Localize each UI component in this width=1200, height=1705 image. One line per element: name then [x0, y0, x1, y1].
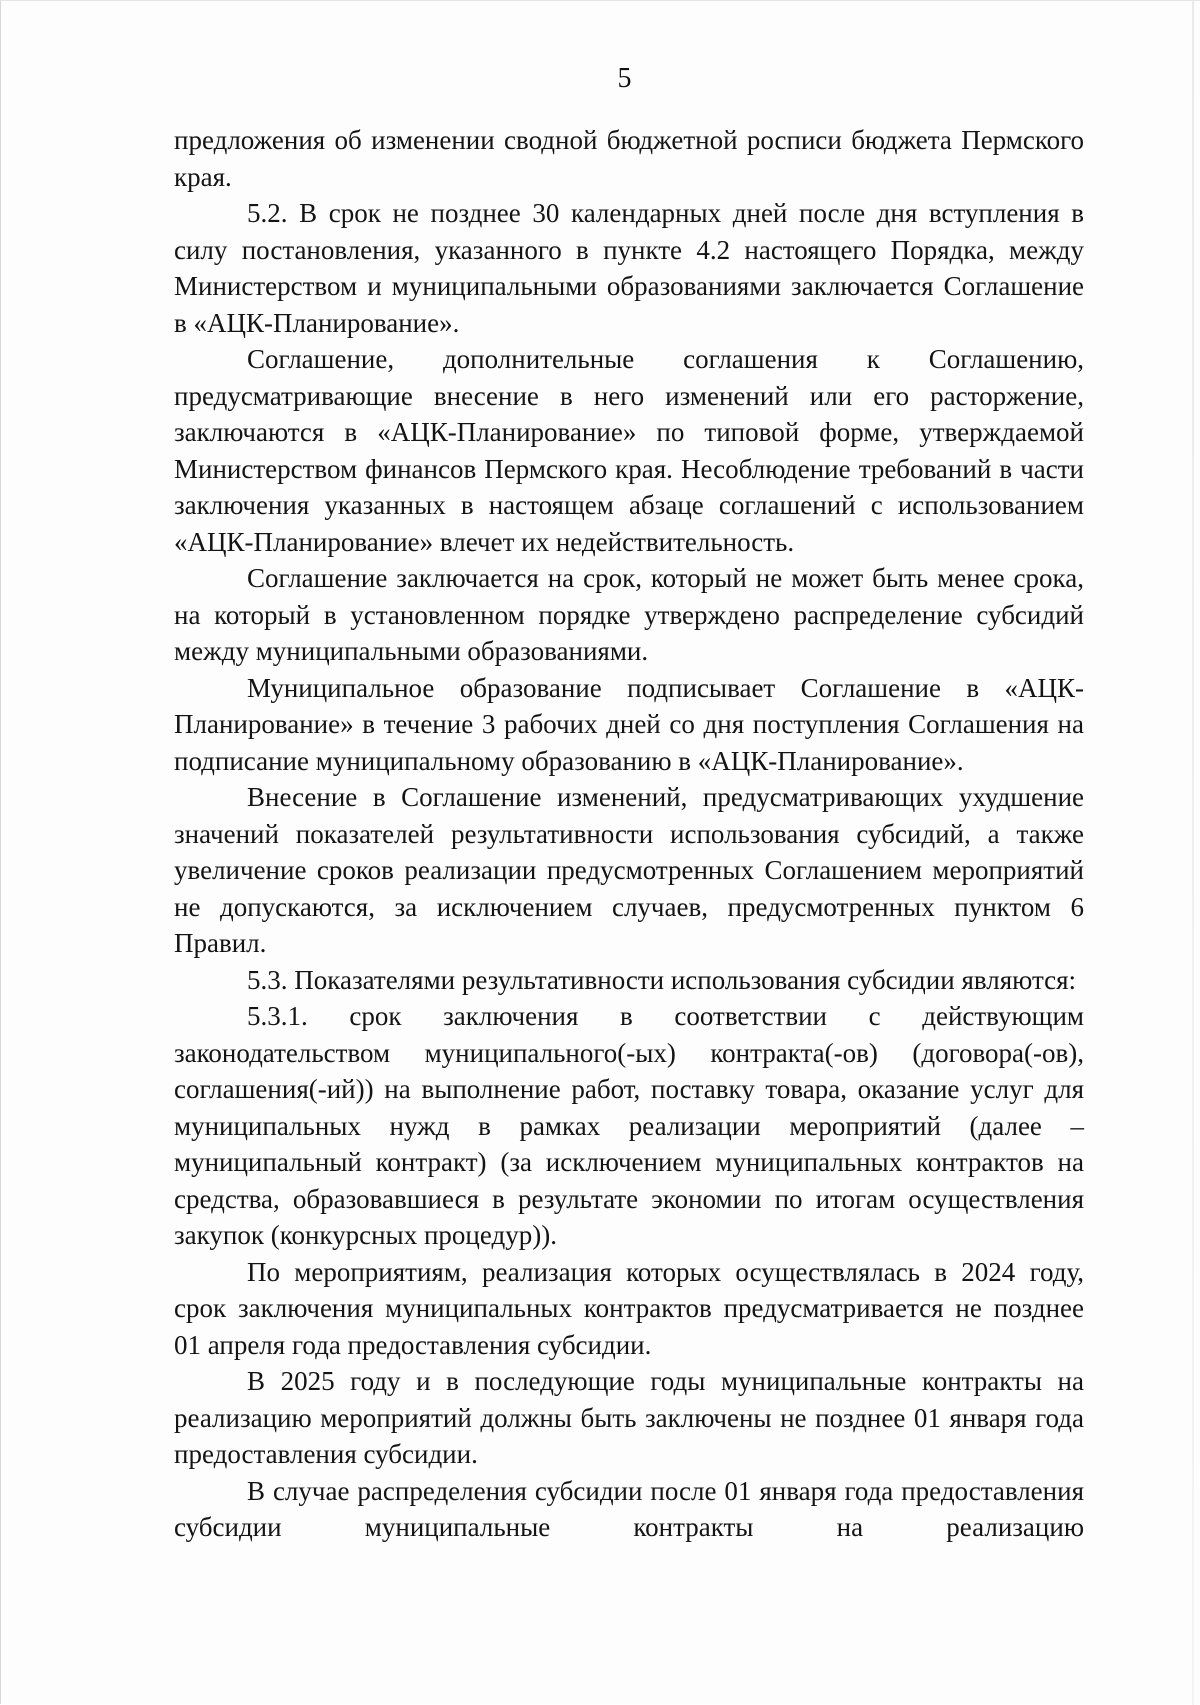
paragraph-agreement-term: Соглашение заключается на срок, который не может быть менее срока, на который в установленном порядке утверждено распределение субсидий между муниципальными образованиями. [174, 563, 1084, 666]
paragraph-amendments: Внесение в Соглашение изменений, предусматривающих ухудшение значений показателей результативности использования субсидий, а также увеличение сроков реализации предусмотренных Соглашением мероприятий не допускаются, за исключением случаев, предусмотренных пунктом 6 Правил. [174, 782, 1084, 958]
paragraph-2024-contracts: По мероприятиям, реализация которых осуществлялась в 2024 году, срок заключения муниципальных контрактов предусматривается не позднее 01 апреля года предоставления субсидии. [174, 1256, 1084, 1360]
paragraph-agreements-form: Соглашение, дополнительные соглашения к Соглашению, предусматривающие внесение в него изменений или его расторжение, заключаются в «АЦК-Планирование» по типовой форме, утверждаемой Министерством финансов Пермского края. Несоблюдение требований в части заключения указанных в настоящем абзаце соглашений с использованием «АЦК-Планирование» влечет их недействительность. [174, 344, 1084, 557]
paragraph-signing: Муниципальное образование подписывает Соглашение в «АЦК-Планирование» в течение 3 рабочих дней со дня поступления Соглашения на подписание муниципальному образованию в «АЦК-Планирование». [174, 672, 1084, 776]
paragraph-5-3: 5.3. Показателями результативности использования субсидии являются: [247, 964, 1076, 995]
paragraph-budget-proposal: предложения об изменении сводной бюджетной росписи бюджета Пермского края. [174, 125, 1084, 192]
document-body [174, 122, 1084, 1546]
paragraph-2025-contracts: В 2025 году и в последующие годы муниципальные контракты на реализацию мероприятий должны быть заключены не позднее 01 января года предоставления субсидии. [174, 1366, 1084, 1469]
scan-edge-shadow [1192, 1, 1194, 1705]
paragraph-5-2: 5.2. В срок не позднее 30 календарных дней после дня вступления в силу постановления, указанного в пункте 4.2 настоящего Порядка, между Министерством и муниципальными образованиями заключается Соглашение в «АЦК-Планирование». [174, 198, 1084, 338]
page-number: 5 [617, 63, 632, 94]
paragraph-5-3-1: 5.3.1. срок заключения в соответствии с действующим законодательством муниципального(-ых) контракта(-ов) (договора(-ов), соглашения(-ий)) на выполнение работ, поставку товара, оказание услуг для муниципальных нужд в рамках реализации мероприятий (далее – муниципальный контракт) (за исключением муниципальных контрактов на средства, образовавшиеся в результате экономии по итогам осуществления закупок (конкурсных процедур)). [174, 1001, 1084, 1250]
paragraph-distribution-after-january: В случае распределения субсидии после 01 января года предоставления субсидии муниципальные контракты на реализацию [174, 1475, 1084, 1542]
